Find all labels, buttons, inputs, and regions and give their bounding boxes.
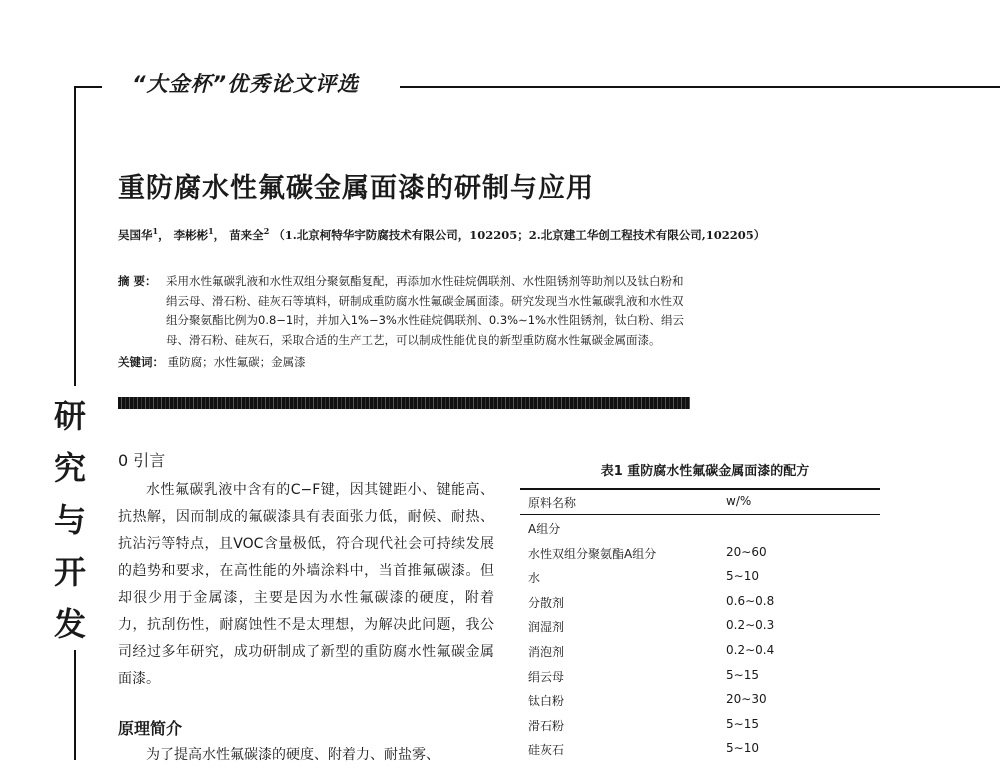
keywords-label: 关键词：: [118, 355, 164, 369]
table-row: [528, 520, 880, 545]
cell-value: 20∼30: [726, 692, 767, 707]
author-3: 苗来全: [229, 227, 264, 242]
table-row: [528, 618, 880, 643]
author-line: 吴国华$^1$， 李彬彬$^1$， 苗来全$^2$ （1.北京柯特华宇防腐技术有限公司，102205；2.北京建工华创工程技术有限公司,102205）: [118, 226, 766, 242]
affiliation: （1.北京柯特华宇防腐技术有限公司，102205；2.北京建工华创工程技术有限公司,102205）: [273, 227, 766, 242]
abstract-text: [168, 272, 898, 350]
table-row: [528, 569, 880, 594]
table-row: [528, 668, 880, 693]
table-header-rule: [520, 514, 880, 515]
abstract-line: 母、滑石粉、硅灰石，采取合适的生产工艺，可以制成性能优良的新型重防腐水性氟碳金属面漆。: [166, 332, 661, 347]
side-label-char: 开: [53, 553, 86, 591]
author-2-sup: 1: [208, 226, 214, 236]
table-caption: 表1 重防腐水性氟碳金属面漆的配方: [600, 464, 810, 479]
cell-value: 0.6∼0.8: [726, 593, 775, 608]
table-header-name: 原料名称: [528, 496, 577, 510]
table-top-rule: [520, 488, 880, 490]
table-row: [528, 717, 880, 742]
author-1: 吴国华: [118, 227, 153, 242]
cell-name: 消泡剂: [528, 644, 565, 659]
abstract-label: 摘 要：: [118, 274, 157, 288]
table-row: [528, 594, 880, 619]
header-rule-vertical: [74, 86, 76, 386]
cell-name: 硅灰石: [528, 743, 565, 758]
cell-value: 5∼15: [726, 667, 759, 682]
header-rule-left-cap: [74, 86, 102, 88]
principle-paragraph: 为了提高水性氟碳漆的硬度、附着力、耐盐雾、: [146, 747, 440, 763]
cell-name: A组分: [528, 522, 561, 536]
cell-name: 滑石粉: [528, 718, 565, 733]
side-label-char: 与: [53, 501, 86, 539]
side-label-char: 发: [53, 605, 86, 643]
section-side-label: [52, 390, 88, 650]
cell-value: 5∼10: [726, 569, 759, 584]
section-heading-principle: 原理简介: [118, 719, 183, 738]
cell-name: 绢云母: [528, 669, 565, 684]
header-rule-right: [400, 86, 1000, 88]
cell-name: 水: [528, 571, 541, 586]
decorative-divider-bar: [118, 397, 690, 409]
abstract-line: 采用水性氟碳乳液和水性双组分聚氨酯复配，再添加水性硅烷偶联剂、水性阻锈剂等助剂以及钛白粉和: [166, 274, 684, 288]
author-2: 李彬彬: [173, 227, 209, 242]
cell-name: 分散剂: [528, 595, 565, 610]
abstract-line: 绢云母、滑石粉、硅灰石等填料，研制成重防腐水性氟碳金属面漆。研究发现当水性氟碳乳液和水性双: [166, 293, 684, 308]
keywords: [118, 354, 306, 370]
cell-value: 20∼60: [726, 544, 767, 559]
article-title: 重防腐水性氟碳金属面漆的研制与应用: [118, 173, 594, 204]
table-row: [528, 545, 880, 570]
cell-name: 润湿剂: [528, 620, 565, 635]
table-body: [528, 520, 880, 766]
cell-value: 0.2∼0.3: [726, 618, 775, 633]
author-3-sup: 2: [263, 226, 270, 236]
table-header-value: w/%: [726, 494, 752, 508]
cell-name: 水性双组分聚氨酯A组分: [528, 546, 657, 561]
cell-value: 0.2∼0.4: [726, 642, 775, 657]
table-row: [528, 692, 880, 717]
keywords-text: 重防腐；水性氟碳；金属漆: [167, 355, 306, 369]
side-label-char: 究: [53, 449, 86, 487]
table-row: [528, 643, 880, 668]
intro-paragraph: 水性氟碳乳液中含有的C−F键，因其键距小、键能高、抗热解，因而制成的氟碳漆具有表面张力低，耐候、耐热、抗沾污等特点，且VOC含量极低，符合现代社会可持续发展的趋势和要求，在高性能的外墙涂料中，当首推氟碳漆。但却很少用于金属漆，主要是因为水性氟碳漆的硬度，附着力，抗刮伤性，耐腐蚀性不是太理想，为解决此问题，我公司经过多年研究，成功研制成了新型的重防腐水性氟碳金属面漆。: [118, 482, 494, 687]
cell-name: 钛白粉: [528, 694, 565, 709]
section-heading-intro: 0 引言: [118, 451, 166, 470]
author-1-sup: 1: [152, 226, 159, 236]
side-label-char: 研: [53, 397, 86, 435]
series-title: “大金杯”优秀论文评选: [132, 72, 360, 96]
cell-value: 5∼15: [726, 716, 759, 731]
cell-value: 5∼10: [726, 741, 759, 756]
abstract-line: 组分聚氨酯比例为0.8−1时，并加入1%−3%水性硅烷偶联剂、0.3%∼1%水性阻锈剂，钛白粉、绢云: [166, 313, 684, 327]
side-rule: [74, 650, 76, 760]
table-row: [528, 741, 880, 766]
